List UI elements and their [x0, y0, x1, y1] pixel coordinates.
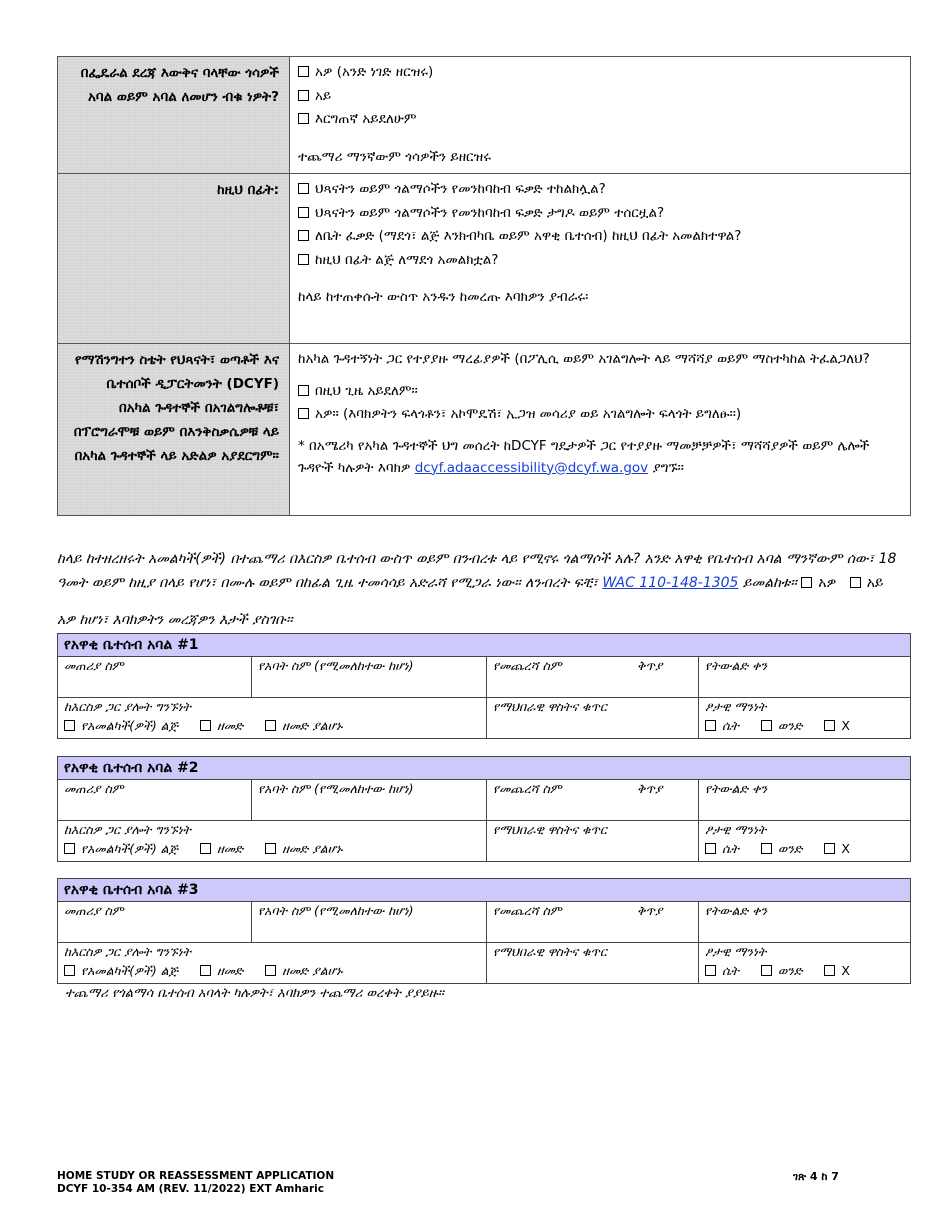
gender-x[interactable]: X — [824, 841, 850, 856]
gender-female[interactable]: ሴት — [705, 718, 739, 733]
last-name-field[interactable]: የመጨረሻ ስም ቅጥያ — [487, 780, 699, 820]
ssn-field[interactable]: የማህበራዊ ዋስትና ቁጥር — [487, 698, 699, 738]
checkbox[interactable] — [298, 90, 309, 101]
relationship-field: ከእርስዎ ጋር ያሎት ግንኙነት የአመልካች(ዎች) ልጅ ዘመድ ዘመድ ያልሆኑ — [58, 821, 487, 861]
checkbox[interactable] — [298, 113, 309, 124]
ada-email-link[interactable]: dcyf.adaaccessibility@dcyf.wa.gov — [414, 459, 649, 476]
page-number: ገጽ 4 ከ 7 — [793, 1170, 839, 1183]
history-answers — [290, 174, 911, 344]
additional-members-note: ተጨማሪ የጎልማሳ ቤተሰብ አባላት ካሉዎት፣ እባክዎን ተጨማሪ ወረቀት ያያይዙ። — [65, 986, 444, 1001]
history-option[interactable]: ህጻናትን ወይም ጎልማሶችን የመንከባከብ ፍቃድ ተከልክሏል? — [298, 178, 902, 202]
checkbox[interactable] — [298, 183, 309, 194]
history-row — [58, 174, 911, 344]
household-no[interactable]: አይ — [850, 575, 884, 591]
checkbox[interactable] — [850, 577, 861, 588]
rel-relative[interactable]: ዘመድ — [200, 718, 243, 733]
checkbox[interactable] — [298, 408, 309, 419]
rel-child[interactable]: የአመልካች(ዎች) ልጅ — [64, 841, 178, 856]
accommodation-option-no[interactable]: በዚህ ጊዜ አይደለም። — [298, 380, 902, 404]
gender-female[interactable]: ሴት — [705, 963, 739, 978]
checkbox[interactable] — [298, 254, 309, 265]
first-name-field[interactable]: መጠሪያ ስም — [58, 902, 252, 942]
gender-male[interactable]: ወንድ — [761, 841, 803, 856]
checkbox[interactable] — [265, 720, 276, 731]
history-option[interactable]: ህጻናትን ወይም ጎልማሶችን የመንከባከብ ፍቃድ ታግዶ ወይም ተሰርዟል? — [298, 202, 902, 226]
tribe-answers — [290, 57, 911, 174]
checkbox[interactable] — [64, 965, 75, 976]
gender-male[interactable]: ወንድ — [761, 718, 803, 733]
questions-table — [57, 56, 911, 516]
first-name-field[interactable]: መጠሪያ ስም — [58, 657, 252, 697]
last-name-field[interactable]: የመጨረሻ ስም ቅጥያ — [487, 902, 699, 942]
accommodation-option-yes[interactable]: አዎ። (እባክዎትን ፍላጎቶን፣ አኮሞዴሽ፣ ኢጋዝ መሳሪያ ወይ አገልግሎት ፍላጎት ይግለፁ፡፡) — [298, 403, 902, 427]
checkbox[interactable] — [761, 965, 772, 976]
checkbox[interactable] — [200, 720, 211, 731]
checkbox[interactable] — [200, 965, 211, 976]
footer-form-id: HOME STUDY OR REASSESSMENT APPLICATION DCYF 10-354 AM (REV. 11/2022) EXT Amharic — [57, 1170, 335, 1195]
first-name-field[interactable]: መጠሪያ ስም — [58, 780, 252, 820]
checkbox[interactable] — [824, 965, 835, 976]
checkbox[interactable] — [298, 385, 309, 396]
rel-child[interactable]: የአመልካች(ዎች) ልጅ — [64, 718, 178, 733]
checkbox[interactable] — [824, 720, 835, 731]
checkbox[interactable] — [801, 577, 812, 588]
wac-link[interactable]: WAC 110-148-1305 — [602, 575, 739, 591]
tribe-option-yes[interactable]: አዎ (አንድ ነገድ ዘርዝሩ) — [298, 61, 902, 85]
checkbox[interactable] — [824, 843, 835, 854]
checkbox[interactable] — [298, 66, 309, 77]
member-title: የአዋቂ ቤተሰብ አባል #2 — [58, 757, 910, 780]
history-option[interactable]: ለቤት ፈቃድ (ማደጎ፣ ልጅ እንክብካቤ ወይም አዋቂ ቤተሰብ) ከዚህ በፊት አመልክተዋል? — [298, 225, 902, 249]
household-yes[interactable]: አዎ — [801, 575, 836, 591]
gender-field: ፆታዊ ማንነት ሴት ወንድ X — [705, 944, 850, 978]
tribe-option-no[interactable]: አይ — [298, 85, 902, 109]
gender-x[interactable]: X — [824, 718, 850, 733]
checkbox[interactable] — [298, 230, 309, 241]
member-title: የአዋቂ ቤተሰብ አባል #3 — [58, 879, 910, 902]
rel-relative[interactable]: ዘመድ — [200, 963, 243, 978]
rel-nonrelative[interactable]: ዘመድ ያልሆኑ — [265, 963, 342, 978]
gender-male[interactable]: ወንድ — [761, 963, 803, 978]
checkbox[interactable] — [761, 720, 772, 731]
checkbox[interactable] — [64, 843, 75, 854]
gender-field: ፆታዊ ማንነት ሴት ወንድ X — [705, 822, 850, 856]
checkbox[interactable] — [265, 965, 276, 976]
ada-note: * በአሜሪካ የአካል ጉዳተኞች ህግ መሰረት ከDCYF ግዴታዎች ጋር የተያያዙ ማመቻቻዎች፣ ማሻሻያዎች ወይም ሌሎች ጉዳዮች ካሉዎት እባክዎ dcyf.adaaccessibility@dcyf.wa.gov ያግኙ። — [298, 437, 870, 476]
checkbox[interactable] — [298, 207, 309, 218]
ssn-field[interactable]: የማህበራዊ ዋስትና ቁጥር — [487, 943, 699, 983]
checkbox[interactable] — [705, 965, 716, 976]
tribe-option-unsure[interactable]: እርግጠኛ አይደለሁም — [298, 108, 902, 132]
member-table-3 — [57, 878, 911, 984]
relationship-field: ከእርስዎ ጋር ያሎት ግንኙነት የአመልካች(ዎች) ልጅ ዘመድ ዘመድ ያልሆኑ — [58, 943, 487, 983]
rel-nonrelative[interactable]: ዘመድ ያልሆኑ — [265, 841, 342, 856]
accommodation-question: ከአካል ጉዳተኝነት ጋር የተያያዙ ማረፊያዎች (በፖሊሲ ወይም አገልግሎት ላይ ማሻሻያ ወይም ማስተካከል ትፈልጋለህ? — [298, 351, 870, 367]
member-title: የአዋቂ ቤተሰብ አባል #1 — [58, 634, 910, 657]
rel-nonrelative[interactable]: ዘመድ ያልሆኑ — [265, 718, 342, 733]
tribe-row — [58, 57, 911, 174]
father-name-field[interactable]: የአባት ስም (የሚመለከተው ከሆነ) — [252, 902, 487, 942]
dob-field[interactable]: የትውልድ ቀን — [705, 658, 768, 673]
checkbox[interactable] — [265, 843, 276, 854]
tribe-list-prompt: ተጨማሪ ማንኛውም ጎሳዎችን ይዘርዝሩ — [298, 148, 491, 165]
gender-female[interactable]: ሴት — [705, 841, 739, 856]
relationship-field: ከእርስዎ ጋር ያሎት ግንኙነት የአመልካች(ዎች) ልጅ ዘመድ ዘመድ ያልሆኑ — [58, 698, 487, 738]
member-table-2 — [57, 756, 911, 862]
accommodation-answers — [290, 344, 911, 516]
nondiscrimination-label: የማሽንግተን ስቴት የህጻናት፣ ወጣቶች እና ቤተሰቦች ዲፓርትመንት (DCYF) በአካል ጉዳተኞች በአገልግሎቶቹ፣ በፕሮግራሞቹ ወይም በእንቅስቃሴዎቹ ላይ በአካል ጉዳተኞች ላይ አድልዎ አያደርግም። — [58, 344, 290, 516]
last-name-field[interactable]: የመጨረሻ ስም ቅጥያ — [487, 657, 699, 697]
father-name-field[interactable]: የአባት ስም (የሚመለከተው ከሆነ) — [252, 780, 487, 820]
household-question: ከላይ ከተዘረዘሩት አመልካች(ዎች) በተጨማሪ በእርስዎ ቤተሰብ ውስጥ ወይም በንብረቱ ላይ የሚኖሩ ጎልማሶች አሉ? አንድ አዋቂ የቤተሰብ አባል ማንኛውም ሰው፣ 18 ዓመት ወይም ከዚያ በላይ የሆነ፣ በሙሉ ወይም በከፊል ጊዜ ተመሳሳይ አድራሻ የሚጋራ ነው። ለንብረት ፍቺ፣ WAC 110-148-1305 ይመልከቱ። አዎ አይ — [57, 551, 897, 591]
gender-field: ፆታዊ ማንነት ሴት ወንድ X — [705, 699, 850, 733]
history-label: ከዚህ በፊት: — [58, 174, 290, 344]
history-explain-prompt: ከላይ ከተጠቀሱት ውስጥ አንዱን ከመረጡ እባክዎን ያብራሩ፡ — [298, 289, 589, 305]
checkbox[interactable] — [705, 720, 716, 731]
rel-relative[interactable]: ዘመድ — [200, 841, 243, 856]
rel-child[interactable]: የአመልካች(ዎች) ልጅ — [64, 963, 178, 978]
accommodation-row — [58, 344, 911, 516]
gender-x[interactable]: X — [824, 963, 850, 978]
ssn-field[interactable]: የማህበራዊ ዋስትና ቁጥር — [487, 821, 699, 861]
instruction: አዎ ከሆነ፣ እባክዎትን መረጃዎን እታች ያስገቡ፡፡ — [57, 612, 293, 628]
checkbox[interactable] — [200, 843, 211, 854]
checkbox[interactable] — [761, 843, 772, 854]
history-option[interactable]: ከዚህ በፊት ልጅ ለማደጎ አመልክቷል? — [298, 249, 902, 273]
dob-field[interactable]: የትውልድ ቀን — [705, 781, 768, 796]
checkbox[interactable] — [705, 843, 716, 854]
member-table-1 — [57, 633, 911, 739]
tribe-label: በፌዴራል ደረጃ እውቅና ባላቸው ጎሳዎች አባል ወይም አባል ለመሆን ብቁ ነዎት? — [58, 57, 290, 174]
dob-field[interactable]: የትውልድ ቀን — [705, 903, 768, 918]
checkbox[interactable] — [64, 720, 75, 731]
father-name-field[interactable]: የአባት ስም (የሚመለከተው ከሆነ) — [252, 657, 487, 697]
